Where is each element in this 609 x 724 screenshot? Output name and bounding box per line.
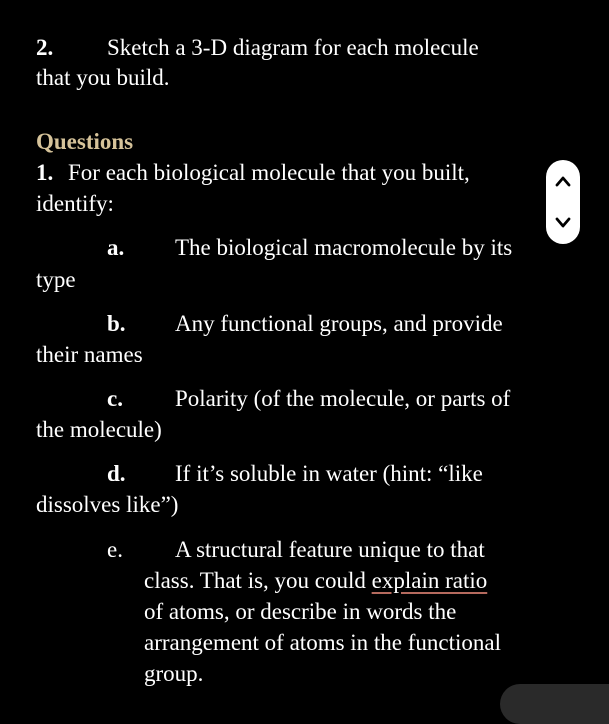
item-a-line1: The biological macromolecule by its [175,235,513,260]
explain-ratio-link[interactable]: explain ratio [371,568,488,593]
chevron-down-icon [555,217,571,229]
item-e-line3: of atoms, or describe in words the [144,599,457,624]
item-c-marker: c. [107,386,123,411]
item-b-marker: b. [107,311,126,336]
item-c-line1: Polarity (of the molecule, or parts of [175,386,511,411]
previous-button[interactable] [546,160,580,202]
chevron-up-icon [555,175,571,187]
step-2-text-line2: that you build. [36,65,170,90]
item-d-line1: If it’s soluble in water (hint: “like [175,461,483,486]
item-e-line2-text: class. That is, you could [144,568,372,593]
corner-overlay [500,684,609,724]
item-e-line4: arrangement of atoms in the functional [144,630,502,655]
next-button[interactable] [546,202,580,244]
step-2-text-line1: Sketch a 3-D diagram for each molecule [107,35,479,60]
item-e-line5: group. [144,661,204,686]
page-navigation [546,160,580,244]
item-c-line2: the molecule) [36,417,162,442]
item-e-line1: A structural feature unique to that [175,537,485,562]
item-d-line2: dissolves like”) [36,492,179,517]
item-d-marker: d. [107,461,126,486]
item-e-line2 [144,567,487,595]
question-1-line2: identify: [36,191,114,216]
question-1-line1: For each biological molecule that you built, [68,160,470,185]
item-a-line2: type [36,267,76,292]
question-1-number: 1. [36,160,54,185]
item-b-line1: Any functional groups, and provide [175,311,503,336]
step-2-number: 2. [36,35,54,60]
item-e-marker: e. [107,537,123,562]
item-a-marker: a. [107,235,125,260]
questions-heading: Questions [36,129,134,154]
item-b-line2: their names [36,342,143,367]
